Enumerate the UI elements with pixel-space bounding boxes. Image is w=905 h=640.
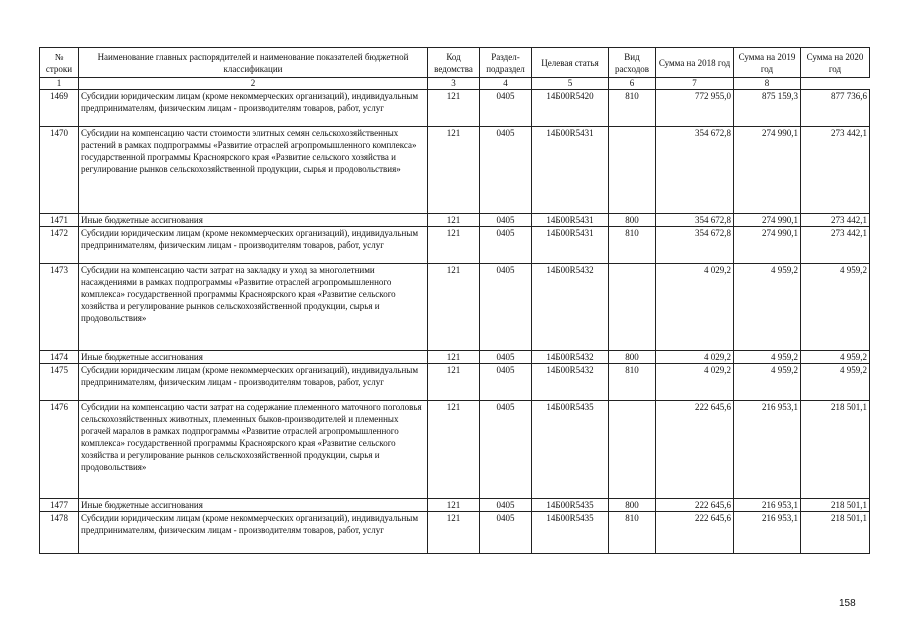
- row-type: 800: [609, 499, 656, 512]
- row-name: Иные бюджетные ассигнования: [79, 214, 428, 227]
- row-type: 810: [609, 512, 656, 554]
- row-sum-2018: 354 672,8: [656, 227, 734, 264]
- row-section: 0405: [480, 264, 532, 351]
- header-row-no: № строки: [40, 48, 79, 78]
- header-target: Целевая статья: [532, 48, 609, 78]
- row-sum-2018: 222 645,6: [656, 401, 734, 499]
- row-sum-2018: 222 645,6: [656, 512, 734, 554]
- table-row: [40, 512, 870, 554]
- row-number: 1478: [40, 512, 79, 554]
- column-number: 4: [480, 78, 532, 90]
- header-sum-2018: Сумма на 2018 год: [656, 48, 734, 78]
- row-section: 0405: [480, 227, 532, 264]
- row-sum-2019: 274 990,1: [734, 127, 801, 214]
- row-name: Субсидии юридическим лицам (кроме некоммерческих организаций), индивидуальным предпринимателям, физическим лицам - производителям товаров, работ, услуг: [79, 227, 428, 264]
- column-number: 8: [734, 78, 801, 90]
- table-header: [40, 48, 870, 90]
- row-sum-2018: 354 672,8: [656, 127, 734, 214]
- row-section: 0405: [480, 401, 532, 499]
- row-number: 1475: [40, 364, 79, 401]
- row-sum-2018: 4 029,2: [656, 364, 734, 401]
- row-number: 1471: [40, 214, 79, 227]
- column-number: 3: [428, 78, 480, 90]
- row-name: Иные бюджетные ассигнования: [79, 351, 428, 364]
- row-name: Субсидии на компенсацию части стоимости элитных семян сельскохозяйственных растений в рамках подпрограммы «Развитие отраслей агропромышленного комплекса» государственной программы Красноярского края «Развитие сельского хозяйства и регулирование рынков сельскохозяйственной продукции, сырья и продовольствия»: [79, 127, 428, 214]
- row-code: 121: [428, 127, 480, 214]
- row-number: 1469: [40, 90, 79, 127]
- row-target: 14Б00R5432: [532, 364, 609, 401]
- row-number: 1472: [40, 227, 79, 264]
- row-type: 800: [609, 351, 656, 364]
- row-name: Субсидии на компенсацию части затрат на закладку и уход за многолетними насаждениями в рамках подпрограммы «Развитие отраслей агропромышленного комплекса» государственной программы Красноярского края «Развитие сельского хозяйства и регулирование рынков сельскохозяйственной продукции, сырья и продовольствия»: [79, 264, 428, 351]
- row-sum-2018: 222 645,6: [656, 499, 734, 512]
- row-type: 810: [609, 90, 656, 127]
- row-name: Субсидии юридическим лицам (кроме некоммерческих организаций), индивидуальным предпринимателям, физическим лицам - производителям товаров, работ, услуг: [79, 364, 428, 401]
- row-section: 0405: [480, 364, 532, 401]
- column-number: 7: [656, 78, 734, 90]
- column-number: 6: [609, 78, 656, 90]
- row-type: [609, 264, 656, 351]
- row-type: 810: [609, 364, 656, 401]
- table-body: [40, 90, 870, 554]
- header-sum-2019: Сумма на 2019 год: [734, 48, 801, 78]
- row-number: 1476: [40, 401, 79, 499]
- row-sum-2020: 4 959,2: [801, 264, 870, 351]
- row-section: 0405: [480, 90, 532, 127]
- budget-table: [39, 47, 870, 554]
- row-code: 121: [428, 227, 480, 264]
- table-row: [40, 364, 870, 401]
- table-row: [40, 214, 870, 227]
- row-name: Субсидии юридическим лицам (кроме некоммерческих организаций), индивидуальным предпринимателям, физическим лицам - производителям товаров, работ, услуг: [79, 90, 428, 127]
- page-number: 158: [839, 598, 856, 609]
- row-code: 121: [428, 512, 480, 554]
- row-sum-2020: 4 959,2: [801, 364, 870, 401]
- row-sum-2019: 4 959,2: [734, 351, 801, 364]
- row-section: 0405: [480, 499, 532, 512]
- row-sum-2018: 4 029,2: [656, 351, 734, 364]
- row-code: 121: [428, 401, 480, 499]
- row-section: 0405: [480, 127, 532, 214]
- row-target: 14Б00R5435: [532, 401, 609, 499]
- column-number: 5: [532, 78, 609, 90]
- row-sum-2020: 218 501,1: [801, 512, 870, 554]
- row-type: [609, 401, 656, 499]
- column-number-row: [40, 78, 870, 90]
- row-target: 14Б00R5431: [532, 214, 609, 227]
- header-section: Раздел-подраздел: [480, 48, 532, 78]
- row-code: 121: [428, 499, 480, 512]
- table-row: [40, 90, 870, 127]
- row-sum-2020: 273 442,1: [801, 227, 870, 264]
- row-code: 121: [428, 351, 480, 364]
- row-type: 800: [609, 214, 656, 227]
- header-name: Наименование главных распорядителей и наименование показателей бюджетной классификации: [79, 48, 428, 78]
- table-row: [40, 127, 870, 214]
- header-sum-2020: Сумма на 2020 год: [801, 48, 870, 78]
- row-sum-2020: 4 959,2: [801, 351, 870, 364]
- row-sum-2019: 875 159,3: [734, 90, 801, 127]
- row-target: 14Б00R5431: [532, 227, 609, 264]
- table-row: [40, 401, 870, 499]
- row-target: 14Б00R5432: [532, 351, 609, 364]
- row-sum-2020: 273 442,1: [801, 214, 870, 227]
- table-row: [40, 351, 870, 364]
- column-number: 1: [40, 78, 79, 90]
- row-sum-2019: 274 990,1: [734, 227, 801, 264]
- row-number: 1470: [40, 127, 79, 214]
- row-type: 810: [609, 227, 656, 264]
- row-sum-2019: 4 959,2: [734, 264, 801, 351]
- row-sum-2019: 216 953,1: [734, 401, 801, 499]
- row-target: 14Б00R5420: [532, 90, 609, 127]
- row-sum-2020: 218 501,1: [801, 499, 870, 512]
- row-code: 121: [428, 364, 480, 401]
- table-row: [40, 499, 870, 512]
- header-code: Код ведомства: [428, 48, 480, 78]
- row-type: [609, 127, 656, 214]
- row-name: Субсидии на компенсацию части затрат на содержание племенного маточного поголовья сельскохозяйственных животных, племенных быков-производителей и племенных рогачей маралов в рамках подпрограммы «Развитие отраслей агропромышленного комплекса» государственной программы Красноярского края «Развитие сельского хозяйства и регулирование рынков сельскохозяйственной продукции, сырья и продовольствия»: [79, 401, 428, 499]
- row-section: 0405: [480, 512, 532, 554]
- row-name: Иные бюджетные ассигнования: [79, 499, 428, 512]
- row-sum-2020: 218 501,1: [801, 401, 870, 499]
- column-number: 2: [79, 78, 428, 90]
- row-code: 121: [428, 264, 480, 351]
- row-code: 121: [428, 214, 480, 227]
- row-section: 0405: [480, 351, 532, 364]
- row-sum-2018: 354 672,8: [656, 214, 734, 227]
- row-target: 14Б00R5431: [532, 127, 609, 214]
- row-sum-2018: 772 955,0: [656, 90, 734, 127]
- table-row: [40, 264, 870, 351]
- table-row: [40, 227, 870, 264]
- row-number: 1473: [40, 264, 79, 351]
- row-sum-2020: 273 442,1: [801, 127, 870, 214]
- row-sum-2019: 274 990,1: [734, 214, 801, 227]
- row-number: 1474: [40, 351, 79, 364]
- row-name: Субсидии юридическим лицам (кроме некоммерческих организаций), индивидуальным предпринимателям, физическим лицам - производителям товаров, работ, услуг: [79, 512, 428, 554]
- row-sum-2019: 216 953,1: [734, 499, 801, 512]
- row-sum-2020: 877 736,6: [801, 90, 870, 127]
- row-sum-2018: 4 029,2: [656, 264, 734, 351]
- row-code: 121: [428, 90, 480, 127]
- row-sum-2019: 216 953,1: [734, 512, 801, 554]
- header-type: Вид расходов: [609, 48, 656, 78]
- row-sum-2019: 4 959,2: [734, 364, 801, 401]
- row-target: 14Б00R5435: [532, 499, 609, 512]
- budget-table-page: [39, 47, 870, 554]
- row-target: 14Б00R5435: [532, 512, 609, 554]
- row-target: 14Б00R5432: [532, 264, 609, 351]
- row-section: 0405: [480, 214, 532, 227]
- row-number: 1477: [40, 499, 79, 512]
